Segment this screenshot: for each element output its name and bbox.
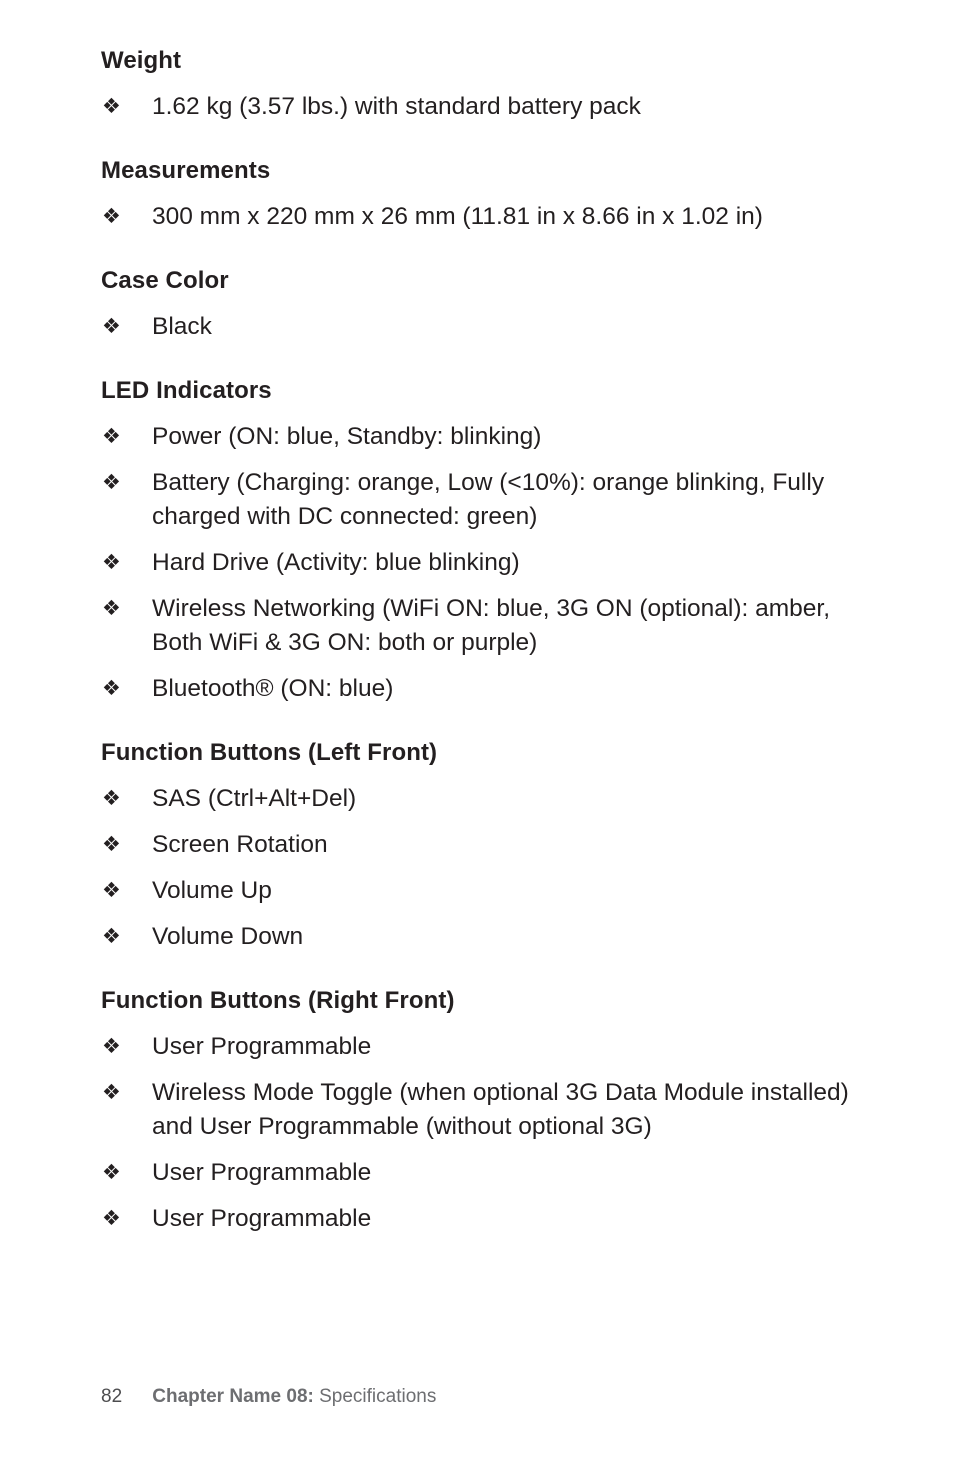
list-item-text: Volume Up: [152, 877, 272, 904]
diamond-bullet-icon: ❖: [102, 471, 121, 494]
list-item-text: Power (ON: blue, Standby: blinking): [152, 423, 542, 450]
diamond-bullet-icon: ❖: [102, 425, 121, 448]
chapter-label: Chapter Name 08:: [152, 1386, 314, 1407]
section-heading: Measurements: [101, 157, 271, 184]
diamond-bullet-icon: ❖: [102, 1081, 121, 1104]
list-item: [101, 1076, 861, 1144]
list-item-text: User Programmable: [152, 1205, 372, 1232]
list-item: [101, 1156, 861, 1190]
page-number: 82: [101, 1386, 123, 1407]
document-body: [101, 44, 861, 1266]
list-item: [101, 874, 861, 908]
diamond-bullet-icon: ❖: [102, 1035, 121, 1058]
list-item: [101, 310, 861, 344]
list-item-text: User Programmable: [152, 1159, 372, 1186]
diamond-bullet-icon: ❖: [102, 1207, 121, 1230]
diamond-bullet-icon: ❖: [102, 551, 121, 574]
list-item: [101, 1030, 861, 1064]
section-heading: Weight: [101, 47, 182, 74]
section-case-color: [101, 264, 861, 344]
list-item: [101, 420, 861, 454]
diamond-bullet-icon: ❖: [102, 315, 121, 338]
diamond-bullet-icon: ❖: [102, 879, 121, 902]
list-item-text: Hard Drive (Activity: blue blinking): [152, 549, 520, 576]
list-item-text: 1.62 kg (3.57 lbs.) with standard battery pack: [152, 93, 641, 120]
list-item: [101, 782, 861, 816]
list-item: [101, 200, 861, 234]
section-heading: Function Buttons (Right Front): [101, 987, 455, 1014]
diamond-bullet-icon: ❖: [102, 205, 121, 228]
section-heading: Case Color: [101, 267, 229, 294]
list-item: [101, 466, 861, 534]
list-item-text: Volume Down: [152, 923, 304, 950]
list-item: [101, 90, 861, 124]
page-footer: [101, 1384, 436, 1410]
list-item-text: Battery (Charging: orange, Low (<10%): orange blinking, Fully charged with DC connected: green): [152, 469, 825, 530]
list-item-text: Wireless Mode Toggle (when optional 3G Data Module installed) and User Programmable (without optional 3G): [152, 1079, 849, 1140]
diamond-bullet-icon: ❖: [102, 925, 121, 948]
section-heading: Function Buttons (Left Front): [101, 739, 438, 766]
section-measurements: [101, 154, 861, 234]
diamond-bullet-icon: ❖: [102, 597, 121, 620]
list-item-text: Wireless Networking (WiFi ON: blue, 3G ON (optional): amber, Both WiFi & 3G ON: both or purple): [152, 595, 831, 656]
list-item-text: SAS (Ctrl+Alt+Del): [152, 785, 357, 812]
chapter-section-title: Specifications: [319, 1386, 437, 1407]
section-function-buttons-left: [101, 736, 861, 954]
diamond-bullet-icon: ❖: [102, 677, 121, 700]
section-weight: [101, 44, 861, 124]
diamond-bullet-icon: ❖: [102, 833, 121, 856]
list-item-text: 300 mm x 220 mm x 26 mm (11.81 in x 8.66 in x 1.02 in): [152, 203, 763, 230]
list-item-text: Black: [152, 313, 212, 340]
list-item-text: Bluetooth® (ON: blue): [152, 675, 394, 702]
list-item: [101, 828, 861, 862]
list-item-text: User Programmable: [152, 1033, 372, 1060]
section-led-indicators: [101, 374, 861, 706]
diamond-bullet-icon: ❖: [102, 787, 121, 810]
section-function-buttons-right: [101, 984, 861, 1236]
diamond-bullet-icon: ❖: [102, 1161, 121, 1184]
list-item: [101, 920, 861, 954]
list-item: [101, 672, 861, 706]
list-item: [101, 1202, 861, 1236]
list-item: [101, 546, 861, 580]
list-item: [101, 592, 861, 660]
list-item-text: Screen Rotation: [152, 831, 328, 858]
diamond-bullet-icon: ❖: [102, 95, 121, 118]
section-heading: LED Indicators: [101, 377, 272, 404]
